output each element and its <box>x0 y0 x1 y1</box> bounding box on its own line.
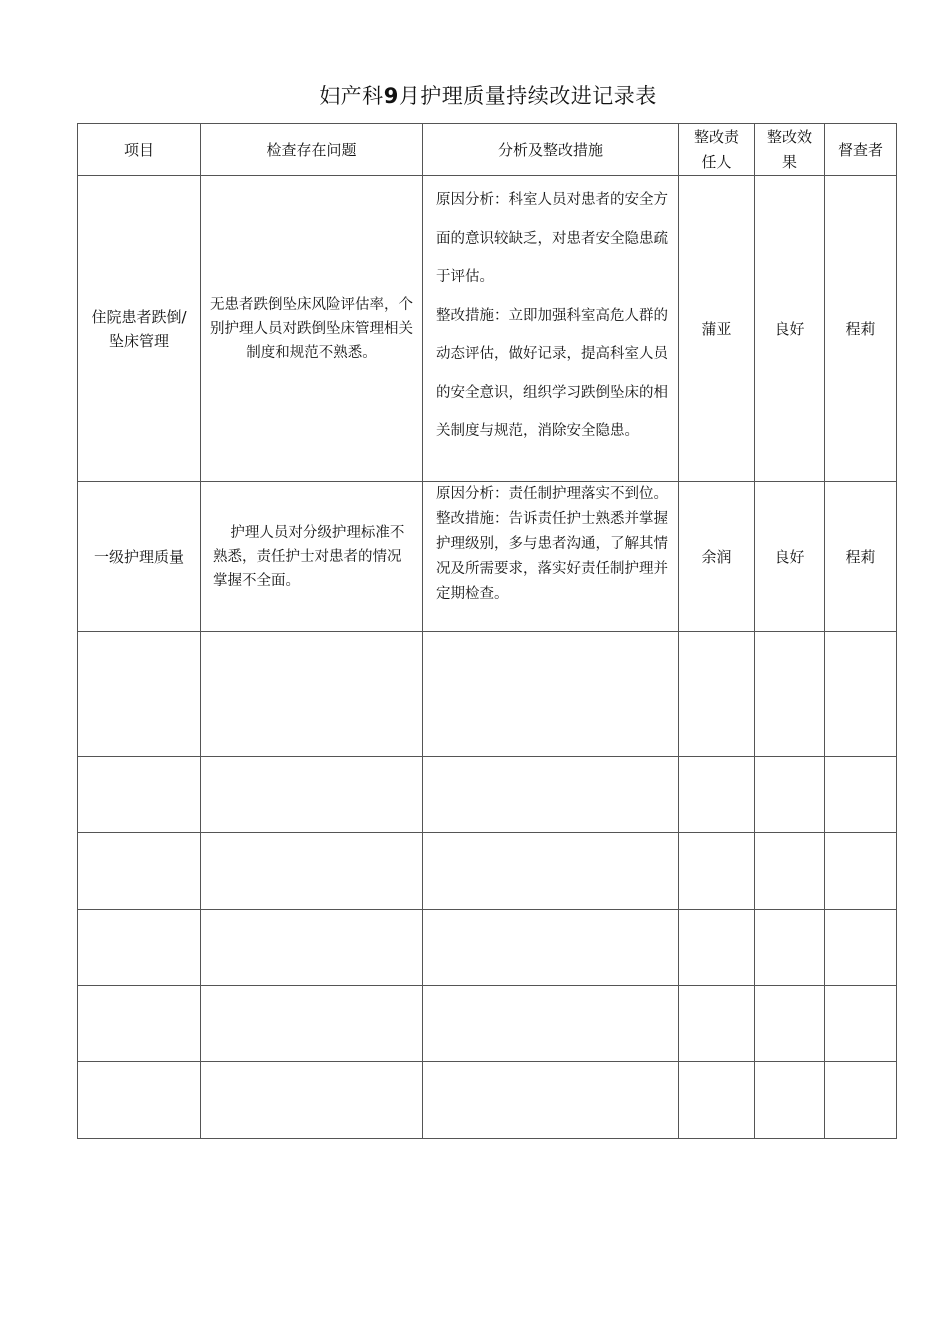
row-analysis: 原因分析：科室人员对患者的安全方面的意识较缺乏，对患者安全隐患疏于评估。 <box>436 192 668 285</box>
empty-row <box>78 986 897 1062</box>
row-action: 整改措施：告诉责任护士熟悉并掌握护理级别，多与患者沟通，了解其情况及所需要求，落实好责任制护理并定期检查。 <box>436 511 668 602</box>
header-owner-label: 整改责任人 <box>693 127 739 171</box>
empty-cell <box>755 632 825 757</box>
empty-cell <box>825 986 897 1062</box>
empty-cell <box>423 986 679 1062</box>
empty-cell <box>825 910 897 986</box>
empty-cell <box>201 632 423 757</box>
table-row <box>78 482 897 632</box>
empty-cell <box>679 632 755 757</box>
empty-cell <box>679 986 755 1062</box>
empty-cell <box>201 757 423 833</box>
title-month: 9 <box>383 84 399 108</box>
empty-cell <box>78 986 201 1062</box>
empty-row <box>78 757 897 833</box>
header-issue: 检查存在问题 <box>201 124 423 176</box>
row-owner: 蒲亚 <box>679 176 755 482</box>
row-issue: 无患者跌倒坠床风险评估率，个别护理人员对跌倒坠床管理相关制度和规范不熟悉。 <box>201 176 423 482</box>
empty-cell <box>423 1062 679 1139</box>
empty-cell <box>755 757 825 833</box>
empty-cell <box>201 833 423 910</box>
empty-cell <box>825 757 897 833</box>
row-action: 整改措施：立即加强科室高危人群的动态评估，做好记录，提高科室人员的安全意识，组织学习跌倒坠床的相关制度与规范，消除安全隐患。 <box>436 307 668 439</box>
empty-cell <box>755 986 825 1062</box>
row-measure <box>423 482 679 632</box>
header-effect-label: 整改效果 <box>766 127 812 171</box>
document-title <box>0 80 950 110</box>
empty-cell <box>825 1062 897 1139</box>
empty-cell <box>423 632 679 757</box>
header-owner <box>679 124 755 176</box>
empty-cell <box>679 910 755 986</box>
header-row <box>78 124 897 176</box>
row-item: 一级护理质量 <box>78 482 201 632</box>
empty-cell <box>78 910 201 986</box>
row-item: 住院患者跌倒/坠床管理 <box>78 176 201 482</box>
empty-cell <box>423 757 679 833</box>
row-supervisor: 程莉 <box>825 482 897 632</box>
empty-cell <box>78 833 201 910</box>
row-issue-cell <box>201 482 423 632</box>
row-owner: 余润 <box>679 482 755 632</box>
title-suffix: 月护理质量持续改进记录表 <box>398 84 657 108</box>
header-effect <box>755 124 825 176</box>
empty-row <box>78 910 897 986</box>
row-supervisor: 程莉 <box>825 176 897 482</box>
empty-cell <box>755 833 825 910</box>
row-measure <box>423 176 679 482</box>
empty-cell <box>679 1062 755 1139</box>
empty-cell <box>755 910 825 986</box>
row-analysis: 原因分析：责任制护理落实不到位。 <box>436 486 668 502</box>
quality-improvement-table <box>77 123 897 1139</box>
empty-row <box>78 1062 897 1139</box>
empty-cell <box>679 757 755 833</box>
title-prefix: 妇产科 <box>319 84 384 108</box>
empty-cell <box>78 757 201 833</box>
row-issue: 护理人员对分级护理标准不熟悉，责任护士对患者的情况掌握不全面。 <box>213 524 405 589</box>
empty-cell <box>755 1062 825 1139</box>
empty-row <box>78 833 897 910</box>
header-measure: 分析及整改措施 <box>423 124 679 176</box>
header-supervisor: 督查者 <box>825 124 897 176</box>
row-effect: 良好 <box>755 482 825 632</box>
empty-cell <box>201 910 423 986</box>
empty-cell <box>679 833 755 910</box>
empty-cell <box>201 1062 423 1139</box>
empty-row <box>78 632 897 757</box>
empty-cell <box>78 632 201 757</box>
empty-cell <box>825 632 897 757</box>
table-row <box>78 176 897 482</box>
empty-cell <box>201 986 423 1062</box>
row-effect: 良好 <box>755 176 825 482</box>
header-item: 项目 <box>78 124 201 176</box>
empty-cell <box>78 1062 201 1139</box>
empty-cell <box>423 833 679 910</box>
empty-cell <box>423 910 679 986</box>
empty-cell <box>825 833 897 910</box>
